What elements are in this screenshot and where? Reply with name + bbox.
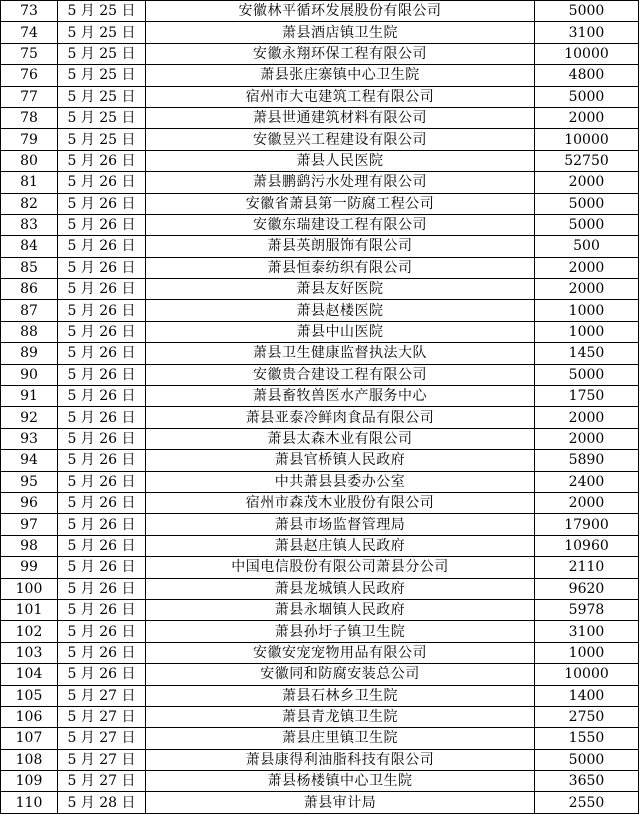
organization-name-cell: 萧县康得利油脂科技有限公司 xyxy=(146,749,535,770)
organization-name-cell: 安徽同和防腐安装总公司 xyxy=(146,664,535,685)
table-row xyxy=(1,771,639,792)
amount-cell: 10000 xyxy=(535,664,639,685)
organization-name-cell: 萧县恒泰纺织有限公司 xyxy=(146,257,535,278)
table-row xyxy=(1,557,639,578)
organization-name-cell: 萧县赵楼医院 xyxy=(146,300,535,321)
organization-name-cell: 萧县官桥镇人民政府 xyxy=(146,450,535,471)
organization-name-cell: 萧县张庄寨镇中心卫生院 xyxy=(146,65,535,86)
amount-cell: 4800 xyxy=(535,65,639,86)
table-row xyxy=(1,599,639,620)
amount-cell: 1000 xyxy=(535,321,639,342)
organization-name-cell: 萧县孙圩子镇卫生院 xyxy=(146,621,535,642)
date-cell: 5 月 26 日 xyxy=(58,557,146,578)
amount-cell: 1000 xyxy=(535,300,639,321)
organization-name-cell: 萧县中山医院 xyxy=(146,321,535,342)
table-row xyxy=(1,664,639,685)
row-number-cell: 103 xyxy=(1,642,58,663)
table-row xyxy=(1,642,639,663)
table-row xyxy=(1,22,639,43)
amount-cell: 5000 xyxy=(535,749,639,770)
amount-cell: 2000 xyxy=(535,257,639,278)
table-row xyxy=(1,728,639,749)
amount-cell: 2550 xyxy=(535,792,639,813)
row-number-cell: 95 xyxy=(1,471,58,492)
row-number-cell: 76 xyxy=(1,65,58,86)
amount-cell: 2110 xyxy=(535,557,639,578)
row-number-cell: 98 xyxy=(1,535,58,556)
row-number-cell: 77 xyxy=(1,86,58,107)
date-cell: 5 月 25 日 xyxy=(58,43,146,64)
amount-cell: 52750 xyxy=(535,150,639,171)
row-number-cell: 105 xyxy=(1,685,58,706)
table-row xyxy=(1,193,639,214)
row-number-cell: 80 xyxy=(1,150,58,171)
amount-cell: 1550 xyxy=(535,728,639,749)
table-row xyxy=(1,236,639,257)
row-number-cell: 96 xyxy=(1,492,58,513)
row-number-cell: 78 xyxy=(1,107,58,128)
amount-cell: 1400 xyxy=(535,685,639,706)
date-cell: 5 月 26 日 xyxy=(58,364,146,385)
amount-cell: 1750 xyxy=(535,386,639,407)
amount-cell: 2000 xyxy=(535,172,639,193)
table-row xyxy=(1,172,639,193)
row-number-cell: 101 xyxy=(1,599,58,620)
organization-name-cell: 萧县人民医院 xyxy=(146,150,535,171)
amount-cell: 5000 xyxy=(535,1,639,22)
amount-cell: 5890 xyxy=(535,450,639,471)
table-row xyxy=(1,428,639,449)
row-number-cell: 84 xyxy=(1,236,58,257)
organization-name-cell: 安徽永翔环保工程有限公司 xyxy=(146,43,535,64)
table-row xyxy=(1,514,639,535)
organization-name-cell: 萧县英朗服饰有限公司 xyxy=(146,236,535,257)
date-cell: 5 月 26 日 xyxy=(58,664,146,685)
table-row xyxy=(1,621,639,642)
date-cell: 5 月 26 日 xyxy=(58,386,146,407)
amount-cell: 2000 xyxy=(535,428,639,449)
organization-name-cell: 萧县畜牧兽医水产服务中心 xyxy=(146,386,535,407)
row-number-cell: 83 xyxy=(1,214,58,235)
date-cell: 5 月 26 日 xyxy=(58,642,146,663)
row-number-cell: 85 xyxy=(1,257,58,278)
date-cell: 5 月 28 日 xyxy=(58,792,146,813)
amount-cell: 10960 xyxy=(535,535,639,556)
table-row xyxy=(1,343,639,364)
row-number-cell: 106 xyxy=(1,706,58,727)
donation-table-body xyxy=(1,1,639,814)
organization-name-cell: 安徽东瑞建设工程有限公司 xyxy=(146,214,535,235)
table-row xyxy=(1,129,639,150)
date-cell: 5 月 26 日 xyxy=(58,172,146,193)
organization-name-cell: 安徽昱兴工程建设有限公司 xyxy=(146,129,535,150)
row-number-cell: 73 xyxy=(1,1,58,22)
amount-cell: 5000 xyxy=(535,193,639,214)
amount-cell: 2400 xyxy=(535,471,639,492)
table-row xyxy=(1,279,639,300)
amount-cell: 3100 xyxy=(535,621,639,642)
table-row xyxy=(1,364,639,385)
amount-cell: 3100 xyxy=(535,22,639,43)
table-row xyxy=(1,492,639,513)
row-number-cell: 91 xyxy=(1,386,58,407)
row-number-cell: 92 xyxy=(1,407,58,428)
amount-cell: 5000 xyxy=(535,364,639,385)
row-number-cell: 104 xyxy=(1,664,58,685)
row-number-cell: 86 xyxy=(1,279,58,300)
organization-name-cell: 萧县青龙镇卫生院 xyxy=(146,706,535,727)
organization-name-cell: 中国电信股份有限公司萧县分公司 xyxy=(146,557,535,578)
amount-cell: 10000 xyxy=(535,43,639,64)
organization-name-cell: 萧县鹏鹞污水处理有限公司 xyxy=(146,172,535,193)
amount-cell: 2000 xyxy=(535,492,639,513)
row-number-cell: 74 xyxy=(1,22,58,43)
organization-name-cell: 萧县赵庄镇人民政府 xyxy=(146,535,535,556)
row-number-cell: 110 xyxy=(1,792,58,813)
organization-name-cell: 安徽贵合建设工程有限公司 xyxy=(146,364,535,385)
date-cell: 5 月 25 日 xyxy=(58,129,146,150)
row-number-cell: 90 xyxy=(1,364,58,385)
row-number-cell: 102 xyxy=(1,621,58,642)
date-cell: 5 月 26 日 xyxy=(58,471,146,492)
row-number-cell: 93 xyxy=(1,428,58,449)
row-number-cell: 81 xyxy=(1,172,58,193)
row-number-cell: 107 xyxy=(1,728,58,749)
organization-name-cell: 宿州市森茂木业股份有限公司 xyxy=(146,492,535,513)
table-row xyxy=(1,86,639,107)
date-cell: 5 月 26 日 xyxy=(58,621,146,642)
amount-cell: 2000 xyxy=(535,279,639,300)
table-row xyxy=(1,214,639,235)
amount-cell: 10000 xyxy=(535,129,639,150)
organization-name-cell: 安徽安宠宠物用品有限公司 xyxy=(146,642,535,663)
date-cell: 5 月 26 日 xyxy=(58,150,146,171)
date-cell: 5 月 25 日 xyxy=(58,22,146,43)
date-cell: 5 月 27 日 xyxy=(58,749,146,770)
date-cell: 5 月 26 日 xyxy=(58,193,146,214)
organization-name-cell: 萧县酒店镇卫生院 xyxy=(146,22,535,43)
table-row xyxy=(1,1,639,22)
amount-cell: 3650 xyxy=(535,771,639,792)
date-cell: 5 月 26 日 xyxy=(58,343,146,364)
date-cell: 5 月 26 日 xyxy=(58,492,146,513)
date-cell: 5 月 26 日 xyxy=(58,428,146,449)
row-number-cell: 100 xyxy=(1,578,58,599)
organization-name-cell: 宿州市大屯建筑工程有限公司 xyxy=(146,86,535,107)
amount-cell: 2750 xyxy=(535,706,639,727)
amount-cell: 5978 xyxy=(535,599,639,620)
amount-cell: 1000 xyxy=(535,642,639,663)
organization-name-cell: 萧县永堌镇人民政府 xyxy=(146,599,535,620)
table-row xyxy=(1,685,639,706)
row-number-cell: 108 xyxy=(1,749,58,770)
table-row xyxy=(1,257,639,278)
date-cell: 5 月 26 日 xyxy=(58,321,146,342)
date-cell: 5 月 25 日 xyxy=(58,86,146,107)
organization-name-cell: 萧县太森木业有限公司 xyxy=(146,428,535,449)
amount-cell: 2000 xyxy=(535,107,639,128)
row-number-cell: 97 xyxy=(1,514,58,535)
row-number-cell: 89 xyxy=(1,343,58,364)
date-cell: 5 月 26 日 xyxy=(58,535,146,556)
date-cell: 5 月 26 日 xyxy=(58,300,146,321)
amount-cell: 5000 xyxy=(535,86,639,107)
row-number-cell: 109 xyxy=(1,771,58,792)
date-cell: 5 月 26 日 xyxy=(58,599,146,620)
table-row xyxy=(1,150,639,171)
table-row xyxy=(1,43,639,64)
date-cell: 5 月 26 日 xyxy=(58,214,146,235)
date-cell: 5 月 26 日 xyxy=(58,257,146,278)
date-cell: 5 月 25 日 xyxy=(58,1,146,22)
row-number-cell: 87 xyxy=(1,300,58,321)
date-cell: 5 月 25 日 xyxy=(58,107,146,128)
table-row xyxy=(1,792,639,813)
amount-cell: 5000 xyxy=(535,214,639,235)
organization-name-cell: 萧县市场监督管理局 xyxy=(146,514,535,535)
table-row xyxy=(1,706,639,727)
organization-name-cell: 萧县卫生健康监督执法大队 xyxy=(146,343,535,364)
date-cell: 5 月 27 日 xyxy=(58,728,146,749)
organization-name-cell: 萧县审计局 xyxy=(146,792,535,813)
organization-name-cell: 安徽省萧县第一防腐工程公司 xyxy=(146,193,535,214)
organization-name-cell: 萧县龙城镇人民政府 xyxy=(146,578,535,599)
table-row xyxy=(1,407,639,428)
row-number-cell: 94 xyxy=(1,450,58,471)
amount-cell: 17900 xyxy=(535,514,639,535)
amount-cell: 1450 xyxy=(535,343,639,364)
organization-name-cell: 萧县世通建筑材料有限公司 xyxy=(146,107,535,128)
organization-name-cell: 萧县庄里镇卫生院 xyxy=(146,728,535,749)
date-cell: 5 月 26 日 xyxy=(58,578,146,599)
row-number-cell: 88 xyxy=(1,321,58,342)
table-row xyxy=(1,321,639,342)
organization-name-cell: 萧县杨楼镇中心卫生院 xyxy=(146,771,535,792)
amount-cell: 9620 xyxy=(535,578,639,599)
table-row xyxy=(1,749,639,770)
date-cell: 5 月 26 日 xyxy=(58,407,146,428)
table-row xyxy=(1,578,639,599)
date-cell: 5 月 26 日 xyxy=(58,514,146,535)
date-cell: 5 月 26 日 xyxy=(58,236,146,257)
row-number-cell: 99 xyxy=(1,557,58,578)
row-number-cell: 82 xyxy=(1,193,58,214)
table-row xyxy=(1,535,639,556)
amount-cell: 500 xyxy=(535,236,639,257)
date-cell: 5 月 27 日 xyxy=(58,706,146,727)
row-number-cell: 75 xyxy=(1,43,58,64)
date-cell: 5 月 27 日 xyxy=(58,685,146,706)
date-cell: 5 月 27 日 xyxy=(58,771,146,792)
table-row xyxy=(1,471,639,492)
table-row xyxy=(1,450,639,471)
amount-cell: 2000 xyxy=(535,407,639,428)
date-cell: 5 月 26 日 xyxy=(58,450,146,471)
organization-name-cell: 萧县亚泰冷鲜肉食品有限公司 xyxy=(146,407,535,428)
organization-name-cell: 中共萧县县委办公室 xyxy=(146,471,535,492)
organization-name-cell: 安徽林平循环发展股份有限公司 xyxy=(146,1,535,22)
table-row xyxy=(1,65,639,86)
organization-name-cell: 萧县友好医院 xyxy=(146,279,535,300)
date-cell: 5 月 25 日 xyxy=(58,65,146,86)
table-row xyxy=(1,300,639,321)
row-number-cell: 79 xyxy=(1,129,58,150)
table-row xyxy=(1,386,639,407)
table-row xyxy=(1,107,639,128)
organization-name-cell: 萧县石林乡卫生院 xyxy=(146,685,535,706)
date-cell: 5 月 26 日 xyxy=(58,279,146,300)
